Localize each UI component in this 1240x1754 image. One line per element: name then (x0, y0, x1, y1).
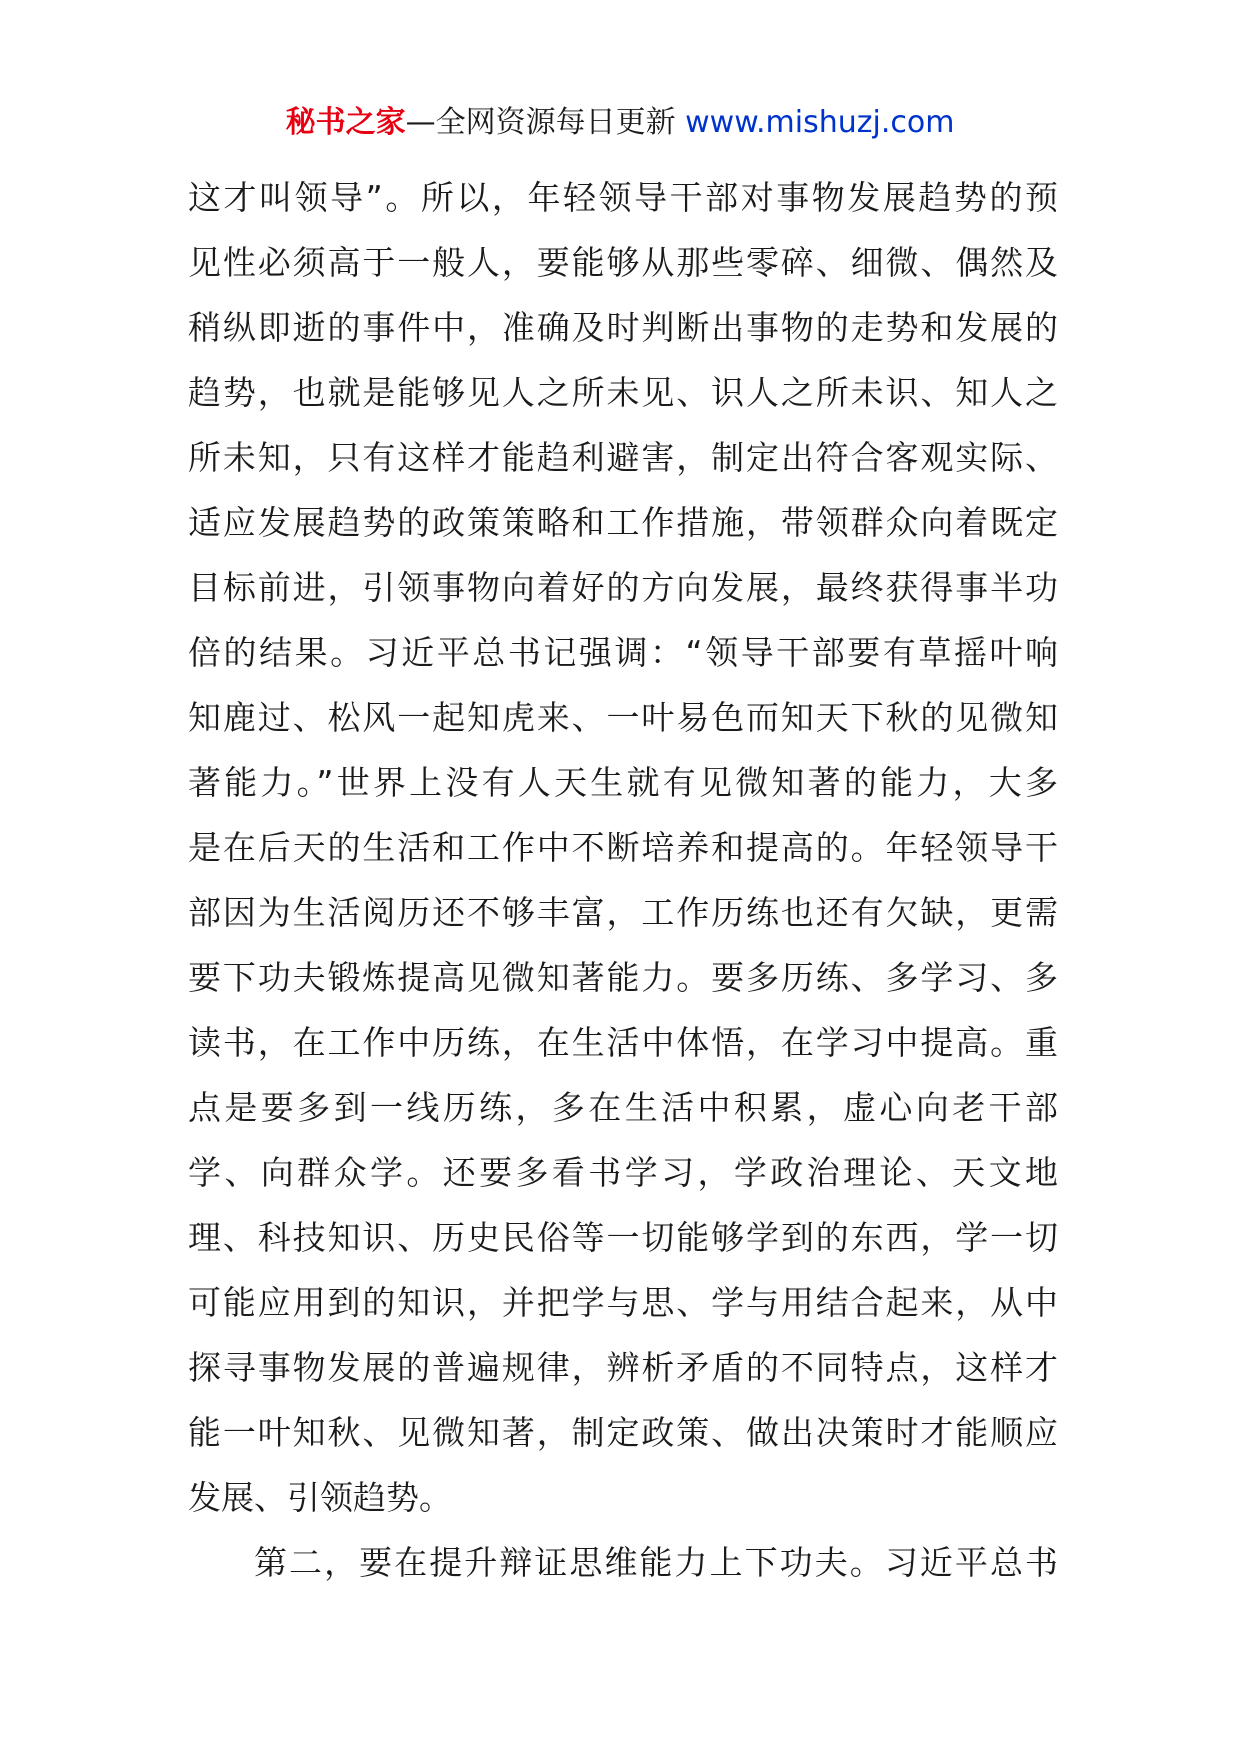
text-line: 点是要多到一线历练，多在生活中积累，虚心向老干部 (188, 1088, 1058, 1127)
document-body (188, 165, 1058, 1595)
text-line: 是在后天的生活和工作中不断培养和提高的。年轻领导干 (188, 828, 1058, 867)
text-line: 适应发展趋势的政策策略和工作措施，带领群众向着既定 (188, 503, 1058, 542)
text-line: 稍纵即逝的事件中，准确及时判断出事物的走势和发展的 (188, 308, 1058, 347)
text-line: 理、科技知识、历史民俗等一切能够学到的东西，学一切 (188, 1218, 1058, 1257)
text-line: 目标前进，引领事物向着好的方向发展，最终获得事半功 (188, 568, 1058, 607)
text-line: 这才叫领导”。所以，年轻领导干部对事物发展趋势的预 (188, 178, 1058, 217)
text-line: 所未知，只有这样才能趋利避害，制定出符合客观实际、 (188, 438, 1058, 477)
paragraph-2 (188, 1530, 1058, 1595)
text-line: 探寻事物发展的普遍规律，辨析矛盾的不同特点，这样才 (188, 1348, 1058, 1387)
text-line: 能一叶知秋、见微知著，制定政策、做出决策时才能顺应 (188, 1413, 1058, 1452)
text-line: 趋势，也就是能够见人之所未见、识人之所未识、知人之 (188, 373, 1058, 412)
text-line: 读书，在工作中历练，在生活中体悟，在学习中提高。重 (188, 1023, 1058, 1062)
text-line: 著能力。”世界上没有人天生就有见微知著的能力，大多 (188, 763, 1058, 802)
header-brand: 秘书之家 (285, 105, 406, 140)
text-line: 部因为生活阅历还不够丰富，工作历练也还有欠缺，更需 (188, 893, 1058, 932)
text-line: 可能应用到的知识，并把学与思、学与用结合起来，从中 (188, 1283, 1058, 1322)
text-line: 第二，要在提升辩证思维能力上下功夫。习近平总书 (254, 1543, 1058, 1582)
text-line: 知鹿过、松风一起知虎来、一叶易色而知天下秋的见微知 (188, 698, 1058, 737)
text-line: 学、向群众学。还要多看书学习，学政治理论、天文地 (188, 1153, 1058, 1192)
header-url[interactable]: www.mishuzj.com (685, 105, 955, 140)
page-header (0, 103, 1240, 143)
text-line: 倍的结果。习近平总书记强调：“领导干部要有草摇叶响 (188, 633, 1058, 672)
text-line: 要下功夫锻炼提高见微知著能力。要多历练、多学习、多 (188, 958, 1058, 997)
header-tagline: —全网资源每日更新 (405, 105, 676, 140)
text-line: 发展、引领趋势。 (188, 1478, 452, 1517)
paragraph-1 (188, 165, 1058, 1530)
text-line: 见性必须高于一般人，要能够从那些零碎、细微、偶然及 (188, 243, 1058, 282)
